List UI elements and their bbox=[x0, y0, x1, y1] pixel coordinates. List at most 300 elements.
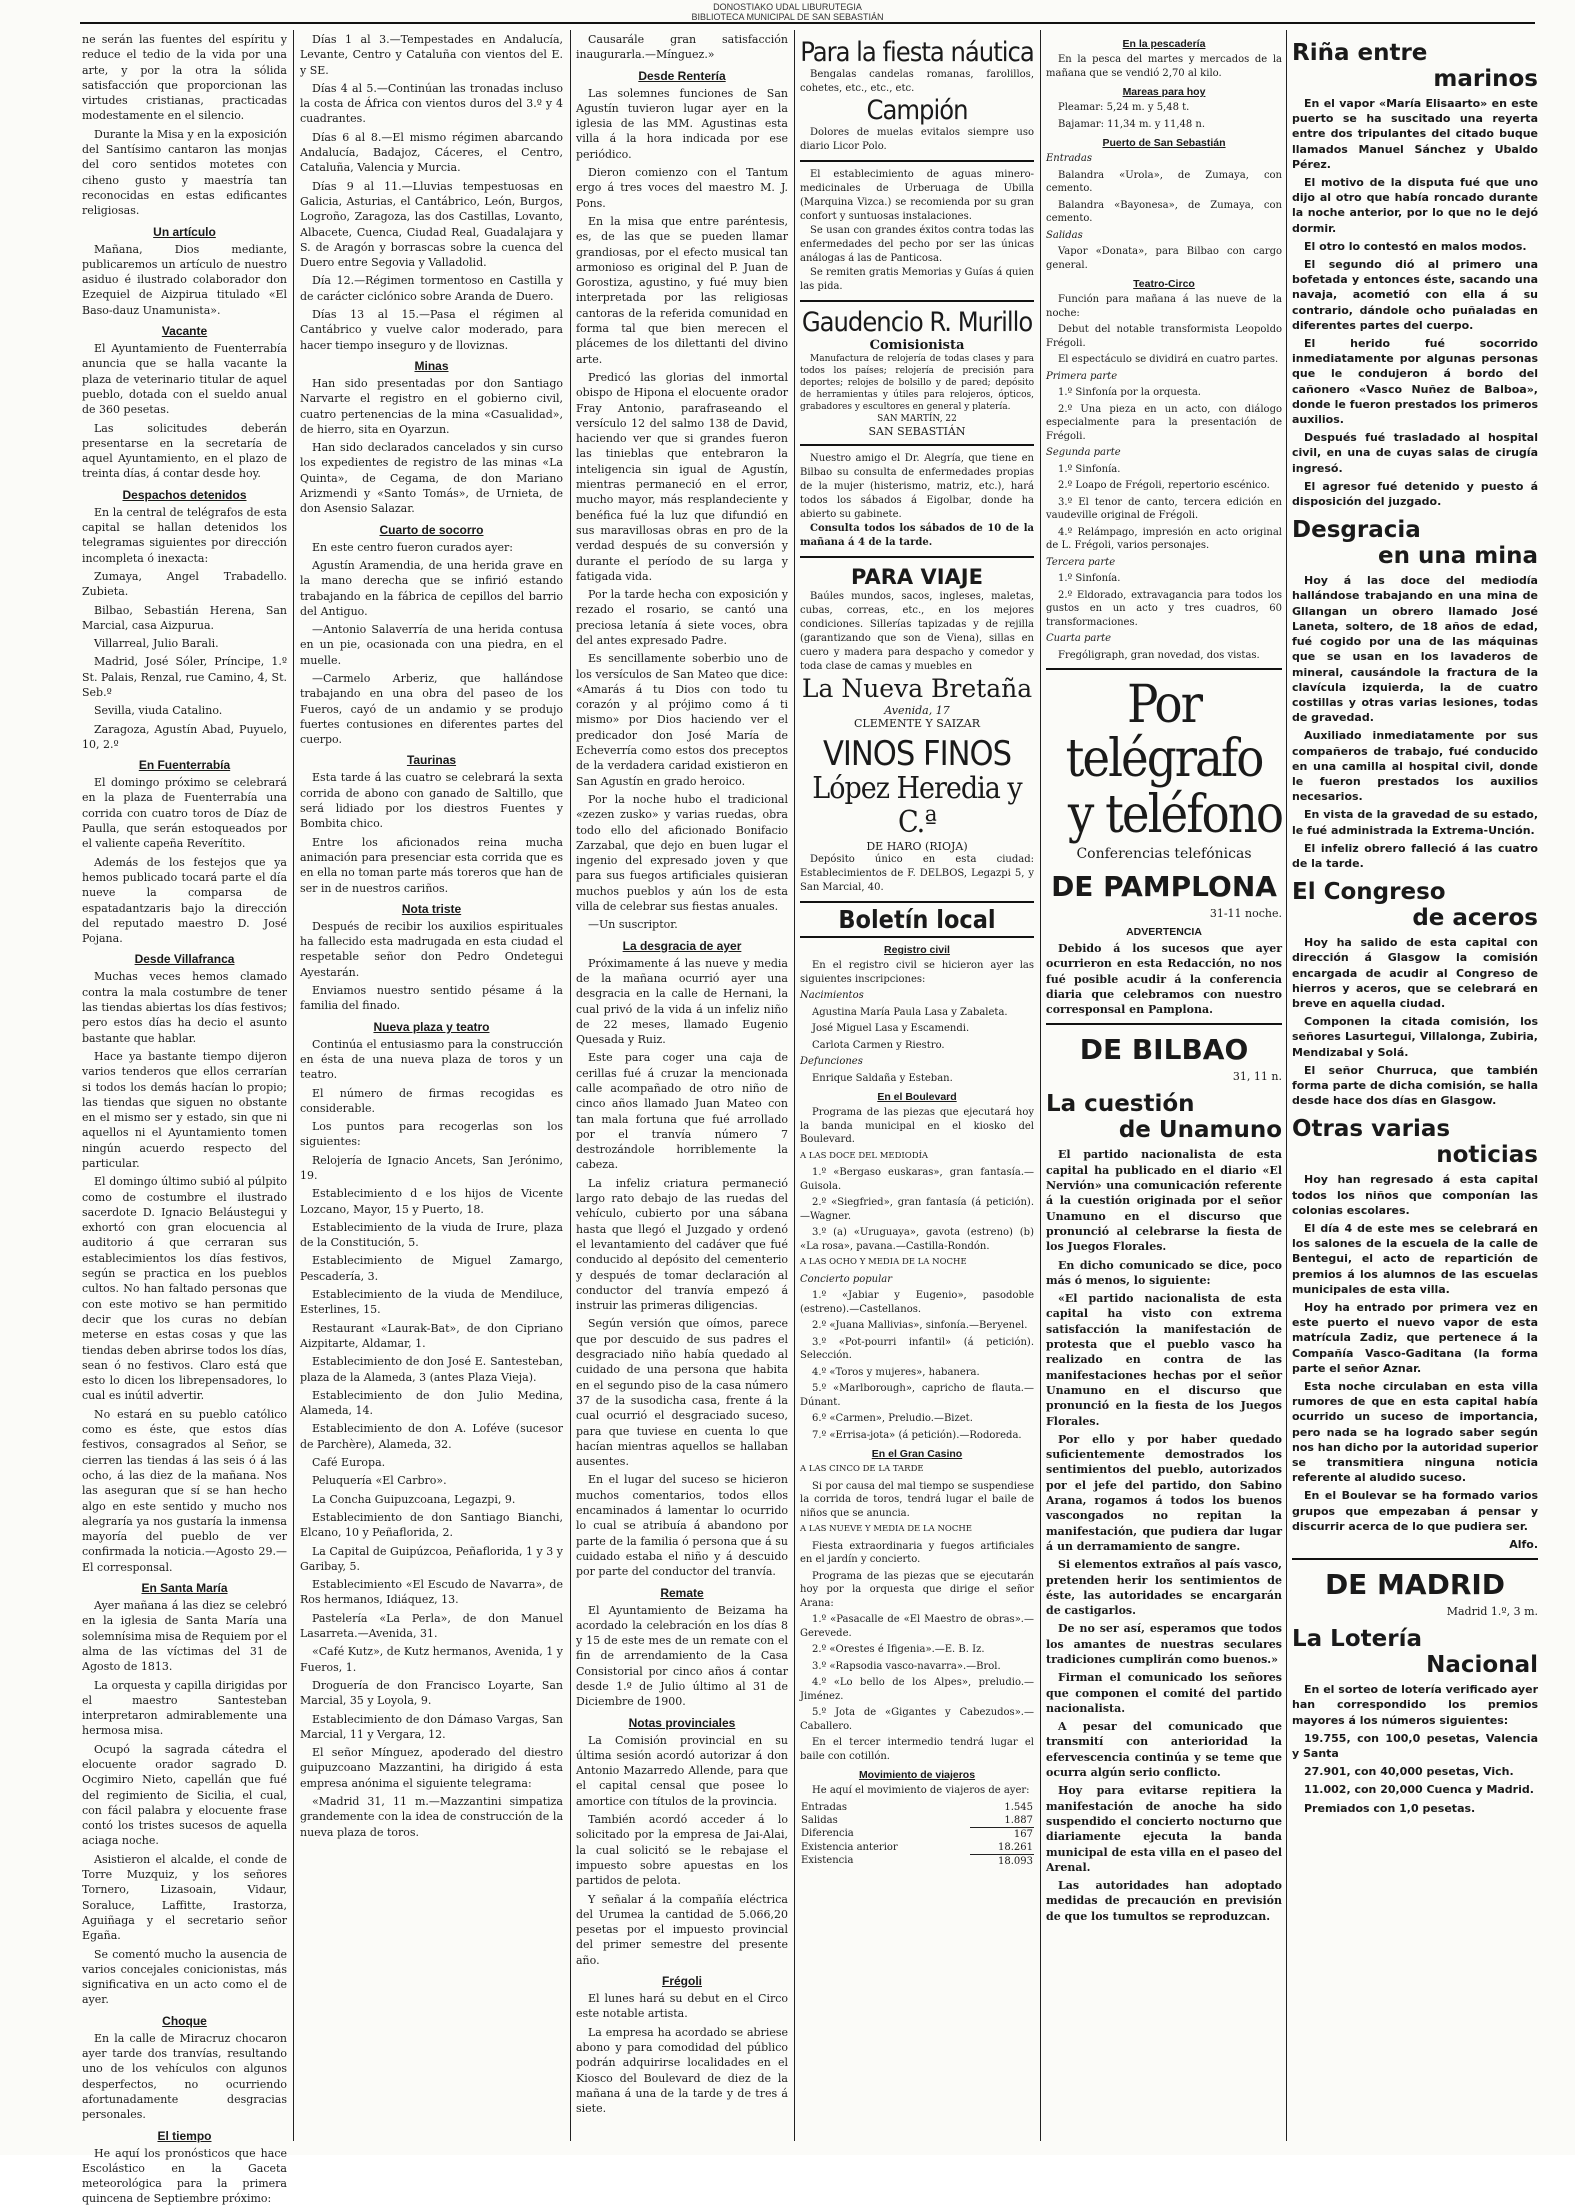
paragraph: Días 1 al 3.—Tempestades en Andalucía, Levante, Centro y Cataluña con vientos del E. y SE. bbox=[300, 33, 563, 77]
section-heading: Nueva plaza y teatro bbox=[373, 1019, 490, 1034]
section-heading: Notas provinciales bbox=[628, 1715, 736, 1730]
paragraph: Programa de las piezas que se ejecutarán hoy por la orquesta que dirige el señor Arana: bbox=[800, 1570, 1034, 1609]
paragraph: En el tercer intermedio tendrá lugar el baile con cotillón. bbox=[800, 1737, 1034, 1762]
section-heading: Frégoli bbox=[661, 1974, 702, 1989]
list-item: 3.º «Pot-pourri infantil» (á petición). Selección. bbox=[800, 1336, 1034, 1361]
ad-divider bbox=[800, 300, 1034, 302]
paragraph: He aquí los pronósticos que hace Escolástico en la Gaceta meteorológica para la primera quincena de Septiembre próximo: bbox=[82, 2146, 287, 2206]
paragraph: En la misa que entre paréntesis, es, de las que se pueden llamar grandiosas, por el efecto musical tan armonioso es original del P. Juan de Gorostiza, agustino, y fué muy bien interpretada por las religiosas cantoras de la referida comunidad en forma tal que bien merecen el plácemes de los dilettanti del divino arte. bbox=[576, 214, 788, 366]
paragraph: Por la tarde hecha con exposición y rezado el rosario, se cantó una preciosa letanía á siete voces, obra del antes expresado Padre. bbox=[576, 588, 788, 647]
list-item: 1.º Sinfonía. bbox=[1058, 573, 1121, 584]
paragraph: ne serán las fuentes del espíritu y reduce el tedio de la vida por una arte, y por la otra la sólida satisfacción que proporcionan las virtudes cristianas, practicadas modestamente en el silencio. bbox=[82, 33, 287, 123]
paragraph: Es sencillamente soberbio uno de los versículos de San Mateo que dice: «Amarás á tu Dios con todo tu corazón y al prójimo como á ti mismo» por Dios haciendo ver el predicador don José María de Echeverría como estos dos preceptos de la verdadera caridad existieron en San Agustín en grado heroico. bbox=[576, 652, 788, 788]
paragraph: No estará en su pueblo católico como es éste, que estos días festivos, consagrados al Señor, se cierren las tiendas á las seis ó á las ocho, á las diez de la mañana. Nos las aseguran que sí se han hecho algo en este sentido y mucho nos alegraría ya nos gustaría la inmensa mayoría del pueblo de ver confirmada la noticia.—Agosto 29.—El corresponsal. bbox=[82, 1407, 287, 1574]
paragraph: En vista de la gravedad de su estado, le fué administrada la Extrema-Unción. bbox=[1292, 808, 1538, 837]
list-item: 2.º «Juana Mallivias», sinfonía.—Beryenel. bbox=[812, 1320, 1028, 1331]
paragraph: Sevilla, viuda Catalino. bbox=[94, 704, 223, 718]
paragraph: Próximamente á las nueve y media de la mañana ocurrió ayer una desgracia en la calle de Hernani, la cual privó de la vida á un infeliz niño de 22 meses, llamado Eugenio Quesada y Ruiz. bbox=[576, 956, 788, 1047]
ad-divider bbox=[800, 444, 1034, 446]
column-divider bbox=[1040, 30, 1041, 2141]
table-cell: 18.093 bbox=[970, 1854, 1034, 1868]
section-heading: En Fuenterrabía bbox=[138, 758, 231, 773]
paragraph: Después fué trasladado al hospital civil, en una de cuyas salas de cirugía ingresó. bbox=[1292, 431, 1538, 475]
subheading: A LAS DOCE DEL MEDIODÍA bbox=[800, 1150, 929, 1161]
paragraph: En el registro civil se hicieron ayer las siguientes inscripciones: bbox=[800, 960, 1034, 985]
headline-line: Nacional bbox=[1426, 1652, 1538, 1679]
headline bbox=[1292, 517, 1538, 569]
paragraph: Villarreal, Julio Barali. bbox=[94, 637, 219, 651]
section-heading: Remate bbox=[660, 1585, 704, 1600]
paragraph: En la calle de Miracruz chocaron ayer tarde dos tranvías, resultando uno de los vehículos con algunos desperfectos, no ocurriendo afortunadamente desgracias personales. bbox=[82, 2031, 287, 2122]
paragraph: Hoy han regresado á esta capital todos los niños que componían las colonias escolares. bbox=[1292, 1173, 1538, 1217]
paragraph: Han sido declarados cancelados y sin curso los expedientes de registro de las minas «La Quinta», de Cegama, de don Mariano Arizmendi y «Santo Tomás», de Urnieta, de don Asensio Salazar. bbox=[300, 441, 563, 516]
headline bbox=[1292, 879, 1538, 931]
paragraph: He aquí el movimiento de viajeros de ayer: bbox=[812, 1785, 1030, 1796]
dateline-city: DE BILBAO bbox=[1079, 1033, 1249, 1067]
paragraph: Días 9 al 11.—Lluvias tempestuosas en Galicia, Asturias, el Cantábrico, León, Burgos, Logroño, Zaragoza, las dos Castillas, Lovanto, Albacete, Cuenca, Ciudad Real, Guadalajara y S. de Aragón y borrascas sobre la cuenca del Duero entre Segovia y Valladolid. bbox=[300, 179, 563, 270]
section-heading: Un artículo bbox=[153, 224, 216, 239]
signature: —Un suscriptor. bbox=[588, 918, 678, 932]
ad-text: Depósito único en esta ciudad: Establecimientos de F. DELBOS, Legazpi 5, y San Marcial, 40. bbox=[800, 854, 1034, 893]
advertisement-aguas bbox=[800, 168, 1034, 294]
paragraph: Fiesta extraordinaria y fuegos artificiales en el jardín y concierto. bbox=[800, 1540, 1034, 1565]
section-heading: En la pescadería bbox=[1122, 38, 1206, 50]
section-heading: Teatro-Circo bbox=[1133, 278, 1195, 290]
column-4 bbox=[800, 32, 1034, 2142]
paragraph: Asistieron el alcalde, el conde de Torre Muzquiz, y los señores Tornero, Lizasoain, Vidaur, Soraluce, Laffitte, Irastorza, Aguiñaga y el secretario señor Egaña. bbox=[82, 1852, 287, 1943]
dateline-time: 31, 11 n. bbox=[1232, 1070, 1282, 1084]
paragraph: Debido á los sucesos que ayer ocurrieron en esta Redacción, no nos fué posible acudir á la conferencia diaria que celebramos con nuestro corresponsal en Pamplona. bbox=[1046, 942, 1282, 1017]
paragraph: 27.901, con 40,000 pesetas, Vich. bbox=[1304, 1765, 1514, 1779]
ad-divider bbox=[800, 160, 1034, 162]
section-heading: Cuarto de socorro bbox=[379, 522, 484, 537]
list-item: 4.º Relámpago, impresión en acto original de L. Frégoli, varios personajes. bbox=[1046, 526, 1282, 551]
travellers-table bbox=[800, 1801, 1034, 1868]
ad-address: Avenida, 17 bbox=[884, 704, 950, 717]
list-item: José Miguel Lasa y Escamendi. bbox=[812, 1023, 970, 1034]
paragraph: También acordó acceder á lo solicitado por la empresa de Jai-Alai, la cual solicitó se le rebajase el impuesto sobre apuestas en los partidos de pelota. bbox=[576, 1813, 788, 1888]
section-heading: Movimiento de viajeros bbox=[858, 1769, 976, 1781]
list-item: Relojería de Ignacio Ancets, San Jerónimo, 19. bbox=[300, 1153, 563, 1182]
subheading: Cuarta parte bbox=[1046, 633, 1112, 644]
paragraph: Función para mañana á las nueve de la noche: bbox=[1046, 294, 1282, 319]
paragraph: Balandra «Bayonesa», de Zumaya, con cemento. bbox=[1046, 199, 1282, 224]
headline bbox=[1292, 1116, 1538, 1168]
ad-title: Campión bbox=[866, 95, 968, 126]
paragraph: El domingo próximo se celebrará en la plaza de Fuenterrabía una corrida con cuatro toros de Díaz de Paulla, que serán estoqueados por el valiente capeña Reverítito. bbox=[82, 776, 287, 851]
paragraph: El domingo último subió al púlpito como de costumbre el ilustrado sacerdote D. Ignacio Beláustegui y exhortó con gran elocuencia al auditorio á que cerraran sus establecimientos los días festivos, según se practica en los pueblos cultos. No han faltado personas que con este motivo se han permitido decir que los curas no debían meterse en estas cosas y que las tiendas deben abrirse todos los días, sean ó no festivos. Claro está que esto lo dicen los librepensadores, lo cual es inútil advertir. bbox=[82, 1175, 287, 1403]
subheading: Salidas bbox=[1046, 229, 1083, 241]
section-heading: Desde Rentería bbox=[638, 68, 726, 83]
table-cell: Existencia bbox=[801, 1855, 854, 1867]
subheading: Concierto popular bbox=[800, 1273, 893, 1285]
paragraph: Si elementos extraños al país vasco, pretenden herir los sentimientos de éste, las autoridades se encargarán de castigarlos. bbox=[1046, 1558, 1282, 1618]
paragraph: El señor Mínguez, apoderado del diestro guipuzcoano Mazzantini, ha dirigido á esta empresa anónima el siguiente telegrama: bbox=[300, 1746, 563, 1790]
paragraph: Por la noche hubo el tradicional «zezen zusko» y varias ruedas, obra todo ello del aficionado Bonifacio Zarzabal, que dejo en buen lugar el ingenio del expresado joven y que para sus fuegos artificiales quisieran muchos pueblos y aún los de esta villa de celebrar sus fiestas anuales. bbox=[576, 792, 788, 914]
list-item: Droguería de don Francisco Loyarte, San Marcial, 35 y Loyola, 9. bbox=[300, 1678, 563, 1708]
column-3 bbox=[576, 32, 788, 2142]
section-heading: El tiempo bbox=[157, 2128, 212, 2143]
section-banner: Boletín local bbox=[800, 901, 1034, 938]
dateline-time: 31-11 noche. bbox=[1209, 907, 1282, 920]
list-item: 1.º Sinfonía. bbox=[1058, 463, 1121, 475]
section-heading: Mareas para hoy bbox=[1122, 86, 1206, 98]
section-divider bbox=[1046, 1023, 1282, 1025]
list-item: Establecimiento de Miguel Zamargo, Pescadería, 3. bbox=[300, 1254, 563, 1283]
paragraph: Debut del notable transformista Leopoldo Frégoli. bbox=[1046, 324, 1282, 349]
list-item: 2.º Una pieza en un acto, con diálogo especialmente para la presentación de Frégoli. bbox=[1046, 403, 1282, 442]
list-item: 2.º «Orestes é Ifigenia».—E. B. Iz. bbox=[812, 1644, 985, 1655]
advertisement-alegria bbox=[800, 452, 1034, 550]
list-item: Pastelería «La Perla», de don Manuel Lasarreta.—Avenida, 31. bbox=[300, 1611, 563, 1641]
list-item: Establecimiento «El Escudo de Navarra», de Ros hermanos, Idiáquez, 13. bbox=[300, 1578, 563, 1607]
list-item: La Concha Guipuzcoana, Legazpi, 9. bbox=[312, 1492, 516, 1506]
advertisement-fiesta bbox=[800, 38, 1034, 154]
headline-line: noticias bbox=[1436, 1142, 1538, 1169]
paragraph: Las autoridades han adoptado medidas de precaución en previsión de que los tumultos se reproduzcan. bbox=[1046, 1879, 1282, 1923]
paragraph: De no ser así, esperamos que todos los amantes de nuestras seculares tradiciones cumplirán como buenos.» bbox=[1046, 1622, 1282, 1666]
section-heading: En Santa María bbox=[141, 1581, 228, 1596]
paragraph: Predicó las glorias del inmortal obispo de Hipona el elocuente orador Fray Antonio, parafraseando el versículo 12 del salmo 138 de David, haciendo ver que si grandes fueron las tinieblas que entebraron la inteligencia sin igual de Agustín, mientras permaneció en el error, mucho mayor, más resplandeciente y benéfica fué la luz que difundió en sus maravillosas obras en pro de la verdad después de su conversión y durante el período de su larga y fatigada vida. bbox=[576, 370, 788, 583]
dateline-city: DE MADRID bbox=[1324, 1568, 1506, 1602]
list-item: 5.º «Marlborough», capricho de flauta.—Dúnant. bbox=[800, 1383, 1034, 1408]
paragraph: Han sido presentadas por don Santiago Narvarte el registro en el gobierno civil, cuatro pertenencias de la mina «Casualidad», de hierro, sita en Oyarzun. bbox=[300, 376, 563, 436]
list-item: 6.º «Carmen», Preludio.—Bizet. bbox=[812, 1413, 973, 1424]
headline-line: La Lotería bbox=[1292, 1626, 1422, 1653]
section-heading: Minas bbox=[414, 358, 449, 373]
column-divider bbox=[794, 30, 795, 2141]
list-item: 1.º «Bergaso euskaras», gran fantasía.—Guisola. bbox=[800, 1167, 1034, 1192]
dateline-time: Madrid 1.º, 3 m. bbox=[1446, 1605, 1538, 1619]
section-heading: Nota triste bbox=[401, 901, 462, 916]
column-divider bbox=[570, 30, 571, 2141]
ad-text: Nuestro amigo el Dr. Alegría, que tiene en Bilbao su consulta de enfermedades propias de la mujer (histerismo, matriz, etc.), hará todos los sábados á Eigolbar, donde ha abierto su gabinete. bbox=[800, 453, 1034, 520]
paragraph: Componen la citada comisión, los señores Lasurtegui, Villalonga, Zubiria, Mendizabal y Solá. bbox=[1292, 1015, 1538, 1059]
list-item: Café Europa. bbox=[312, 1456, 386, 1470]
paragraph: La orquesta y capilla dirigidas por el maestro Santesteban interpretaron admirablemente una hermosa misa. bbox=[82, 1678, 287, 1738]
advertisement-viaje bbox=[800, 564, 1034, 730]
advertisement-vinos bbox=[800, 736, 1034, 895]
paragraph: En el lugar del suceso se hicieron muchos comentarios, todos ellos encaminados á lamentar lo ocurrido lo cual se atribuía á abandono por parte de la familia ó persona que á su cuidado estaba el niño y á descuido por parte del conductor del tranvía. bbox=[576, 1473, 788, 1579]
paragraph: Balandra «Urola», de Zumaya, con cemento. bbox=[1046, 169, 1282, 194]
ad-divider bbox=[800, 556, 1034, 558]
paragraph: Bajamar: 11,34 m. y 11,48 n. bbox=[1058, 118, 1206, 130]
ad-text: Manufactura de relojería de todas clases y para todos los países; relojería de precisión para deportes; relojes de bolsillo y de pared; depósito de herramientas y útiles para relojeros, ópticos, grabadores y escultores en general y platería. bbox=[800, 354, 1034, 412]
ad-text: Baúles mundos, sacos, ingleses, maletas, cubas, correas, etc., en los mejores condiciones. Sillerías tapizadas y de rejilla (garantizando que son de Viena), sillas en cuero y madera para despacho y comedor y toda clase de camas y muebles en bbox=[800, 591, 1034, 672]
column-1 bbox=[82, 32, 287, 2206]
paragraph: Ocupó la sagrada cátedra el elocuente orador sagrado D. Ocgimiro Nieto, capellán que fué del regimiento de Sicilia, el cual, con fácil palabra y elocuente frase contó los tristes sucesos de aquella aciaga noche. bbox=[82, 1742, 287, 1848]
ad-text: Se usan con grandes éxitos contra todas las enfermedades del pecho por ser las únicas análogas á las de Panticosa. bbox=[800, 225, 1034, 264]
list-item: 1.º «Jabiar y Eugenio», pasodoble (estreno).—Castellanos. bbox=[800, 1290, 1034, 1315]
paragraph: Días 6 al 8.—El mismo régimen abarcando Andalucía, Badajoz, Cáceres, el Centro, Cataluña, Valencia y Murcia. bbox=[300, 130, 563, 175]
table-cell: Diferencia bbox=[801, 1828, 854, 1840]
paragraph: El lunes hará su debut en el Circo este notable artista. bbox=[576, 1992, 788, 2021]
ad-city: SAN SEBASTIÁN bbox=[868, 425, 966, 438]
paragraph: Esta tarde á las cuatro se celebrará la sexta corrida de abono con ganado de Saltillo, que será lidiado por los diestros Fuentes y Bombita chico. bbox=[300, 771, 563, 831]
headline bbox=[1292, 1626, 1538, 1678]
paragraph: Esta noche circulaban en esta villa rumores de que en esta capital había ocurrido un suceso de importancia, pero nada se ha logrado saber según nos han dicho por la autoridad superior se transmitiera ninguna noticia referente al aludido suceso. bbox=[1292, 1380, 1538, 1485]
subheading: Segunda parte bbox=[1046, 447, 1121, 458]
paragraph: Hoy ha salido de esta capital con dirección á Glasgow la comisión encargada de acudir al Congreso de hierros y aceros, que se celebrará en breve en aquella ciudad. bbox=[1292, 936, 1538, 1010]
paragraph: Pleamar: 5,24 m. y 5,48 t. bbox=[1058, 102, 1190, 113]
table-cell: Salidas bbox=[801, 1814, 838, 1826]
paragraph: En el vapor «María Elisaarto» en este puerto se ha suscitado una reyerta entre dos tripulantes del citado buque llamados Manuel Sánchez y Ubaldo Pérez. bbox=[1292, 97, 1538, 171]
list-item: 2.º «Siegfried», gran fantasía (á petición).—Wagner. bbox=[800, 1197, 1034, 1222]
column-2 bbox=[300, 32, 563, 2142]
paragraph: —Antonio Salaverría de una herida contusa en un pie, ocasionada con una piedra, en el muelle. bbox=[300, 623, 563, 667]
table-cell: 1.887 bbox=[1004, 1814, 1033, 1826]
paragraph: Madrid, José Sóler, Príncipe, 1.º St. Palais, Renzal, rue Camino, 4, St. Seb.º bbox=[82, 655, 287, 699]
list-item: Establecimiento de don Julio Medina, Alameda, 14. bbox=[300, 1388, 563, 1418]
stamp-line-2: BIBLIOTECA MUNICIPAL DE SAN SEBASTIÁN bbox=[691, 12, 884, 22]
headline-line: de Unamuno bbox=[1118, 1117, 1282, 1144]
subheading: Nacimientos bbox=[800, 990, 864, 1001]
subheading: A LAS NUEVE Y MEDIA DE LA NOCHE bbox=[800, 1524, 972, 1534]
column-divider bbox=[293, 30, 294, 2141]
paragraph: En dicho comunicado se dice, poco más ó menos, lo siguiente: bbox=[1046, 1258, 1282, 1287]
column-5 bbox=[1046, 32, 1282, 2142]
section-masthead: Por telégrafo bbox=[1065, 675, 1263, 789]
paragraph: —Carmelo Arberiz, que hallándose trabajando en una obra del paseo de los Fueros, cayó de un andamio y se produjo fuertes contusiones en diferentes partes del cuerpo. bbox=[300, 671, 563, 747]
dateline-city: DE PAMPLONA bbox=[1051, 870, 1277, 903]
section-heading: Desde Villafranca bbox=[134, 952, 235, 967]
list-item: 5.º Jota de «Gigantes y Cabezudos».—Caballero. bbox=[800, 1707, 1034, 1732]
paragraph: Este para coger una caja de cerillas fué á cruzar la mencionada calle acompañado de otro niño de cinco años llamado Juan Mateo con tan mala fortuna que fué arrollado por el tranvía número 7 destrozándole horriblemente la cabeza. bbox=[576, 1051, 788, 1172]
list-item: Establecimiento d e los hijos de Vicente Lozcano, Mayor, 15 y Puerto, 18. bbox=[300, 1187, 563, 1216]
paragraph: Ayer mañana á las diez se celebró en la iglesia de Santa María una solemnísima misa de Requiem por el alma de las víctimas del 31 de Agosto de 1813. bbox=[82, 1599, 287, 1674]
paragraph: Zaragoza, Agustín Abad, Puyuelo, 10, 2.º bbox=[82, 722, 287, 751]
subheading: A LAS OCHO Y MEDIA DE LA NOCHE bbox=[800, 1257, 967, 1267]
list-item: 1.º Sinfonía por la orquesta. bbox=[1058, 387, 1201, 398]
signature: Alfo. bbox=[1509, 1538, 1538, 1552]
stamp-line-1: DONOSTIAKO UDAL LIBURUTEGIA bbox=[713, 2, 862, 12]
advertisement-murillo bbox=[800, 308, 1034, 438]
headline-line: El Congreso bbox=[1292, 879, 1446, 906]
library-stamp bbox=[0, 2, 1575, 22]
paragraph: Continúa el entusiasmo para la construcción en ésta de una nueva plaza de toros y un teatro. bbox=[300, 1037, 563, 1082]
table-row bbox=[800, 1841, 1034, 1855]
paragraph: Dieron comienzo con el Tantum ergo á tres voces del maestro M. J. Pons. bbox=[576, 166, 788, 210]
column-divider bbox=[1286, 30, 1287, 2141]
ad-title: López Heredia y C.ª bbox=[812, 771, 1022, 840]
paragraph: El número de firmas recogidas es considerable. bbox=[300, 1086, 563, 1115]
paragraph: Día 12.—Régimen tormentoso en Castilla y de carácter ciclónico sobre Aranda de Duero. bbox=[300, 274, 563, 303]
list-item: Establecimiento de la viuda de Irure, plaza de la Constitución, 5. bbox=[300, 1220, 563, 1250]
paragraph: Mañana, Dios mediante, publicaremos un artículo de nuestro asiduo é ilustrado colaborador don Ezequiel de Aizpirua titulado «El Baso-dauz Unamunista». bbox=[82, 242, 287, 317]
table-row bbox=[800, 1814, 1034, 1828]
ad-subtitle: Comisionista bbox=[869, 338, 965, 353]
paragraph: Hoy para evitarse repitiera la manifestación de anoche ha sido suspendido el concierto nocturno que diariamente ejecuta la banda municipal de esta villa en el paseo del Arenal. bbox=[1046, 1784, 1282, 1874]
header-rule bbox=[80, 22, 1535, 24]
list-item: Carlota Carmen y Riestro. bbox=[812, 1039, 945, 1051]
ad-text: Se remiten gratis Memorias y Guías á quien las pida. bbox=[800, 267, 1034, 292]
paragraph: «Madrid 31, 11 m.—Mazzantini simpatiza grandemente con la idea de construcción de la nueva plaza de toros. bbox=[300, 1794, 563, 1839]
paragraph: Auxiliado inmediatamente por sus compañeros de trabajo, fué conducido en una camilla al hospital civil, donde le fueron prestados los auxilios necesarios. bbox=[1292, 729, 1538, 804]
list-item: Establecimiento de don José E. Santesteban, plaza de la Alameda, 3 (antes Plaza Vieja). bbox=[300, 1355, 563, 1384]
list-item: Frególigraph, gran novedad, dos vistas. bbox=[1058, 649, 1260, 661]
subheading: Entradas bbox=[1046, 153, 1092, 164]
list-item: Establecimiento de don Santiago Bianchi, Elcano, 10 y Peñaflorida, 2. bbox=[300, 1510, 563, 1540]
headline-line: Riña entre bbox=[1292, 40, 1428, 66]
table-cell: Existencia anterior bbox=[801, 1841, 898, 1853]
section-masthead: y teléfono bbox=[1067, 785, 1282, 845]
paragraph: La infeliz criatura permaneció largo rato debajo de las ruedas del vehículo, cubierto por una sábana hasta que llegó el Juzgado y ordenó el levantamiento del cadáver que fué conducido al depósito del cementerio y después de tomar declaración al conductor del tranvía empezó á instruir las primeras diligencias. bbox=[576, 1176, 788, 1313]
section-heading: Taurinas bbox=[406, 753, 457, 768]
section-divider bbox=[1046, 668, 1282, 670]
section-divider bbox=[1292, 1558, 1538, 1560]
table-row bbox=[800, 1854, 1034, 1868]
ad-title: La Nueva Bretaña bbox=[801, 674, 1033, 703]
column-6 bbox=[1292, 32, 1538, 2142]
paragraph: Agustín Aramendia, de una herida grave en la mano derecha que se infirió estando trabajando en la fábrica de cepillos del barrio del Antiguo. bbox=[300, 558, 563, 618]
table-row bbox=[800, 1827, 1034, 1841]
ad-text: Consulta todos los sábados de 10 de la mañana á 4 de la tarde. bbox=[800, 523, 1034, 548]
headline bbox=[1046, 1091, 1282, 1143]
list-item: 3.º «Rapsodia vasco-navarra».—Brol. bbox=[812, 1660, 1001, 1672]
section-heading: En el Boulevard bbox=[877, 1091, 957, 1103]
list-item: Agustina María Paula Lasa y Zabaleta. bbox=[812, 1006, 1008, 1018]
section-subtitle: Conferencias telefónicas bbox=[1076, 846, 1252, 862]
section-heading: Despachos detenidos bbox=[122, 487, 247, 502]
paragraph: Las solemnes funciones de San Agustín tuvieron lugar ayer en la iglesia de las MM. Agustinas esta villa á la hora indicada por ese periódico. bbox=[576, 86, 788, 161]
paragraph: «El partido nacionalista de esta capital ha visto con extrema satisfacción la manifestación de protesta que el pueblo vasco ha realizado en contra de las manifestaciones hechas por el señor Unamuno en el discurso que pronunció en la fiesta de los Juegos Florales. bbox=[1046, 1292, 1282, 1428]
paragraph: Según versión que oímos, parece que por descuido de sus padres el desgraciado niño había quedado al cuidado de una persona que habita en el segundo piso de la casa número 37 de la susodicha casa, frente á la cual ocurrió el desgraciado suceso, para que tuviese en cuenta lo que hacían mientras aquellos se hallaban ausentes. bbox=[576, 1317, 788, 1469]
paragraph: Muchas veces hemos clamado contra la mala costumbre de tener las tiendas abiertas los días festivos; pero estos días ha decio el asunto bastante que hablar. bbox=[82, 970, 287, 1045]
subheading: A LAS CINCO DE LA TARDE bbox=[800, 1464, 924, 1474]
paragraph: Causarále gran satisfacción inaugurarla.—Mínguez.» bbox=[576, 33, 788, 62]
list-item: 1.º «Pasacalle de «El Maestro de obras».—Gerevede. bbox=[800, 1614, 1034, 1639]
paragraph: Zumaya, Angel Trabadello. Zubieta. bbox=[82, 569, 287, 599]
list-item: Establecimiento de don Dámaso Vargas, San Marcial, 11 y Vergara, 12. bbox=[300, 1712, 563, 1741]
list-item: Restaurant «Laurak-Bat», de don Cipriano Aizpitarte, Aldamar, 1. bbox=[300, 1321, 563, 1350]
section-heading: Vacante bbox=[161, 324, 208, 339]
section-heading: En el Gran Casino bbox=[871, 1448, 963, 1460]
ad-owner: CLEMENTE Y SAIZAR bbox=[854, 717, 980, 730]
paragraph: Firman el comunicado los señores que componen el comité del partido nacionalista. bbox=[1046, 1671, 1282, 1715]
ad-title: VINOS FINOS bbox=[822, 734, 1011, 774]
paragraph: Y señalar á la compañía eléctrica del Urumea la cantidad de 5.066,20 pesetas por el impuesto provincial del primer semestre del presente año. bbox=[576, 1892, 788, 1967]
headline-line: de aceros bbox=[1412, 905, 1538, 932]
paragraph: El día 4 de este mes se celebrará en los salones de la escuela de la calle de Bentegui, el acto de repartición de premios á los alumnos de las escuelas municipales de esta villa. bbox=[1292, 1221, 1538, 1296]
paragraph: 19.755, con 100,0 pesetas, Valencia y Santa bbox=[1292, 1731, 1538, 1761]
paragraph: El Ayuntamiento de Fuenterrabía anuncia que se halla vacante la plaza de veterinario titular de aquel pueblo, dotada con el sueldo anual de 360 pesetas. bbox=[82, 342, 287, 417]
subheading: Primera parte bbox=[1046, 370, 1118, 382]
ad-text: El establecimiento de aguas minero-medicinales de Urberuaga de Ubilla (Marquina Vizca.) se recomienda por su gran confort y suntuosas instalaciones. bbox=[800, 169, 1034, 222]
list-item: 2.º Eldorado, extravagancia para todos los gustos en un acto y tres cuadros, 60 transformaciones. bbox=[1046, 589, 1282, 628]
paragraph: En el Boulevar se ha formado varios grupos que empezaban á pensar y discurrir acerca de lo que pudiera ser. bbox=[1292, 1489, 1538, 1533]
paragraph: 11.002, con 20,000 Cuenca y Madrid. bbox=[1304, 1783, 1534, 1797]
paragraph: Por ello y por haber quedado suficientemente demostrados los sentimientos del pueblo, autorizados por el jefe del partido, don Sabino Arana, rogamos á todos los buenos vascongados no repitan la manifestación, que pudiera dar lugar á un derramamiento de sangre. bbox=[1046, 1432, 1282, 1553]
table-cell: 1.545 bbox=[1004, 1801, 1033, 1813]
section-heading: La desgracia de ayer bbox=[622, 938, 742, 953]
subheading: Tercera parte bbox=[1046, 556, 1116, 568]
paragraph: El Ayuntamiento de Beizama ha acordado la celebración en los días 8 y 15 de este mes de un remate con el fin de arrendamiento de la Casa Consistorial por cinco años á contar desde 1.º de Julio último al 31 de Diciembre de 1900. bbox=[576, 1603, 788, 1709]
table-cell: Entradas bbox=[801, 1801, 847, 1813]
section-heading: Puerto de San Sebastián bbox=[1102, 137, 1226, 149]
list-item: 2.º Loapo de Frégoli, repertorio escénico. bbox=[1058, 480, 1270, 491]
paragraph: En la central de telégrafos de esta capital se hallan detenidos los telegramas siguientes por dirección incompleta ó inexacta: bbox=[82, 505, 287, 565]
paragraph: Hoy á las doce del mediodía hallándose trabajando en una mina de Gllangan un obrero llamado José Laneta, soltero, de 18 años de edad, fué cogido por una de las máquinas que se usan en los lavaderos de mineral, causándole la fractura de la clavícula izquierda, la de cuatro costillas y otras varias lesiones, todas de gravedad. bbox=[1292, 574, 1538, 725]
table-cell: 18.261 bbox=[998, 1841, 1033, 1853]
paragraph: Hace ya bastante tiempo dijeron varios tenderos que ellos cerrarían si todos los demás hacían lo propio; las tiendas que siguen no obstante en el mismo ser y estado, sin que ni aquellos ni el Ayuntamiento tomen ningún acuerdo respecto del particular. bbox=[82, 1049, 287, 1170]
headline-line: en una mina bbox=[1377, 543, 1538, 570]
paragraph: En la pesca del martes y mercados de la mañana que se vendió 2,70 al kilo. bbox=[1046, 54, 1282, 79]
paragraph: Además de los festejos que ya hemos publicado tocará parte el día nueve la comparsa de espatadantzaris bajo la dirección del reputado maestro D. José Pojana. bbox=[82, 855, 287, 946]
headline-line: marinos bbox=[1433, 66, 1538, 92]
paragraph: El segundo dió al primero una bofetada y entonces éste, sacando una navaja, acometió con ella á su contrario, dándole ocho puñaladas en diferentes partes del cuerpo. bbox=[1292, 258, 1538, 332]
paragraph: En este centro fueron curados ayer: bbox=[312, 540, 513, 554]
headline-line: La cuestión bbox=[1046, 1091, 1195, 1118]
list-item: Peluquería «El Carbro». bbox=[312, 1474, 447, 1488]
paragraph: Si por causa del mal tiempo se suspendiese la corrida de toros, tendrá lugar el baile de niños que se anuncia. bbox=[800, 1480, 1034, 1519]
ad-title: Gaudencio R. Murillo bbox=[801, 307, 1033, 338]
paragraph: El otro lo contestó en malos modos. bbox=[1304, 239, 1527, 253]
paragraph: En el sorteo de lotería verificado ayer han correspondido los premios mayores á los números siguientes: bbox=[1292, 1683, 1538, 1727]
headline-line: Desgracia bbox=[1292, 517, 1421, 544]
list-item: 3.º (a) «Uruguaya», gavota (estreno) (b) «La rosa», pavana.—Castilla-Rondón. bbox=[800, 1227, 1034, 1252]
subheading: Defunciones bbox=[800, 1056, 863, 1067]
headline-line: Otras varias bbox=[1292, 1116, 1451, 1143]
ad-title: PARA VIAJE bbox=[851, 565, 983, 589]
paragraph: El espectáculo se dividirá en cuatro partes. bbox=[1058, 354, 1279, 365]
ad-subtitle: DE HARO (RIOJA) bbox=[866, 840, 968, 853]
paragraph: El infeliz obrero falleció á las cuatro de la tarde. bbox=[1292, 841, 1538, 870]
paragraph: El partido nacionalista de esta capital ha publicado en el diario «El Nervión» una comunicación referente á la cuestión originada por el señor Unamuno en el discurso que pronunció al celebrarse la fiesta de los Juegos Florales. bbox=[1046, 1148, 1282, 1254]
ad-address: SAN MARTÍN, 22 bbox=[877, 414, 957, 424]
paragraph: La empresa ha acordado se abriese abono y para comodidad del público podrán adquirirse localidades en el Kiosco del Boulevard de diez de la mañana á una de la tarde y de tres á siete. bbox=[576, 2025, 788, 2116]
paragraph: Días 4 al 5.—Continúan las tronadas incluso la costa de África con vientos duros del 3.º y 4 cuadrantes. bbox=[300, 81, 563, 126]
paragraph: Enviamos nuestro sentido pésame á la familia del finado. bbox=[300, 984, 563, 1013]
list-item: 4.º «Toros y mujeres», habanera. bbox=[812, 1366, 980, 1378]
paragraph: Durante la Misa y en la exposición del Santísimo cantaron las monjas del coro sentidos motetes con ciheno gusto y maestría tan reconocidas en estas edificantes religiosas. bbox=[82, 127, 287, 218]
section-heading: ADVERTENCIA bbox=[1126, 926, 1202, 938]
paragraph: Bilbao, Sebastián Herena, San Marcial, casa Aizpurua. bbox=[82, 603, 287, 632]
list-item: Establecimiento de la viuda de Mendiluce, Esterlines, 15. bbox=[300, 1288, 563, 1317]
list-item: 4.º «Lo bello de los Alpes», preludio.—Jiménez. bbox=[800, 1677, 1034, 1702]
table-row bbox=[800, 1801, 1034, 1814]
paragraph: Vapor «Donata», para Bilbao con cargo general. bbox=[1046, 246, 1282, 271]
list-item: «Café Kutz», de Kutz hermanos, Avenida, 1 y Fueros, 1. bbox=[300, 1645, 563, 1674]
paragraph: Entre los aficionados reina mucha animación para presenciar esta corrida que es en ella no toman parte más toreros que han de ser in de nuestros cariños. bbox=[300, 835, 563, 895]
section-heading: Choque bbox=[162, 2013, 207, 2028]
paragraph: Premiados con 1,0 pesetas. bbox=[1304, 1801, 1476, 1815]
list-item: Establecimiento de don A. Loféve (sucesor de Parchère), Alameda, 32. bbox=[300, 1422, 563, 1451]
list-item: 7.º «Errisa-jota» (á petición).—Rodoreda. bbox=[812, 1429, 1022, 1441]
paragraph: Programa de las piezas que ejecutará hoy la banda municipal en el kiosko del Boulevard. bbox=[800, 1107, 1034, 1145]
ad-text: Bengalas candelas romanas, farolillos, cohetes, etc., etc., etc. bbox=[800, 69, 1034, 94]
paragraph: La Comisión provincial en su última sesión acordó autorizar á don Antonio Mazarredo Allende, para que el capital censal que posee lo amortice con títulos de la provincia. bbox=[576, 1733, 788, 1808]
paragraph: El agresor fué detenido y puesto á disposición del juzgado. bbox=[1292, 479, 1538, 509]
paragraph: Las solicitudes deberán presentarse en la secretaría de aquel Ayuntamiento, en el plazo de treinta días, á contar desde hoy. bbox=[82, 421, 287, 481]
ad-text: Dolores de muelas evitalos siempre uso diario Licor Polo. bbox=[800, 127, 1034, 152]
list-item: 3.º El tenor de canto, tercera edición en vaudeville original de Frégoli. bbox=[1046, 496, 1282, 521]
paragraph: Días 13 al 15.—Pasa el régimen al Cantábrico y vuelve calor moderado, para hacer tiempo inseguro y de lloviznas. bbox=[300, 308, 563, 352]
paragraph: Después de recibir los auxilios espirituales ha fallecido esta madrugada en esta ciudad el respetable señor don Pedro Ondetegui Ayestarán. bbox=[300, 919, 563, 979]
paragraph: El motivo de la disputa fué que uno dijo al otro que había roncado durante la noche anterior, por lo que no le dejó dormir. bbox=[1292, 176, 1538, 235]
ad-title: Para la fiesta náutica bbox=[800, 37, 1034, 68]
paragraph: El señor Churruca, que también forma parte de dicha comisión, se halla desde hace dos días en Glasgow. bbox=[1292, 1063, 1538, 1108]
paragraph: Hoy ha entrado por primera vez en este puerto el nuevo vapor de esta matrícula Zadiz, que pertenece á la Compañía Vasco-Gaditana (la forma parte el señor Aznar. bbox=[1292, 1301, 1538, 1375]
section-heading: Registro civil bbox=[884, 944, 950, 956]
paragraph: Se comentó mucho la ausencia de varios concejales conicionistas, más significativa en un acto como el de ayer. bbox=[82, 1947, 287, 2007]
list-item: La Capital de Guipúzcoa, Peñaflorida, 1 y 3 y Garibay, 5. bbox=[300, 1544, 563, 1573]
paragraph: El herido fué socorrido inmediatamente por algunas personas que le condujeron á bordo del cañonero «Vasco Nuñez de Balboa», donde le fueron prestados los primeros auxilios. bbox=[1292, 337, 1538, 427]
table-cell: 167 bbox=[970, 1827, 1034, 1841]
list-item: Enrique Saldaña y Esteban. bbox=[812, 1072, 953, 1084]
paragraph: A pesar del comunicado que transmití con anterioridad la efervescencia continúa y se teme que ocurra algún serio conflicto. bbox=[1046, 1720, 1282, 1780]
paragraph: Los puntos para recogerlas son los siguientes: bbox=[300, 1120, 563, 1149]
headline bbox=[1292, 40, 1538, 92]
